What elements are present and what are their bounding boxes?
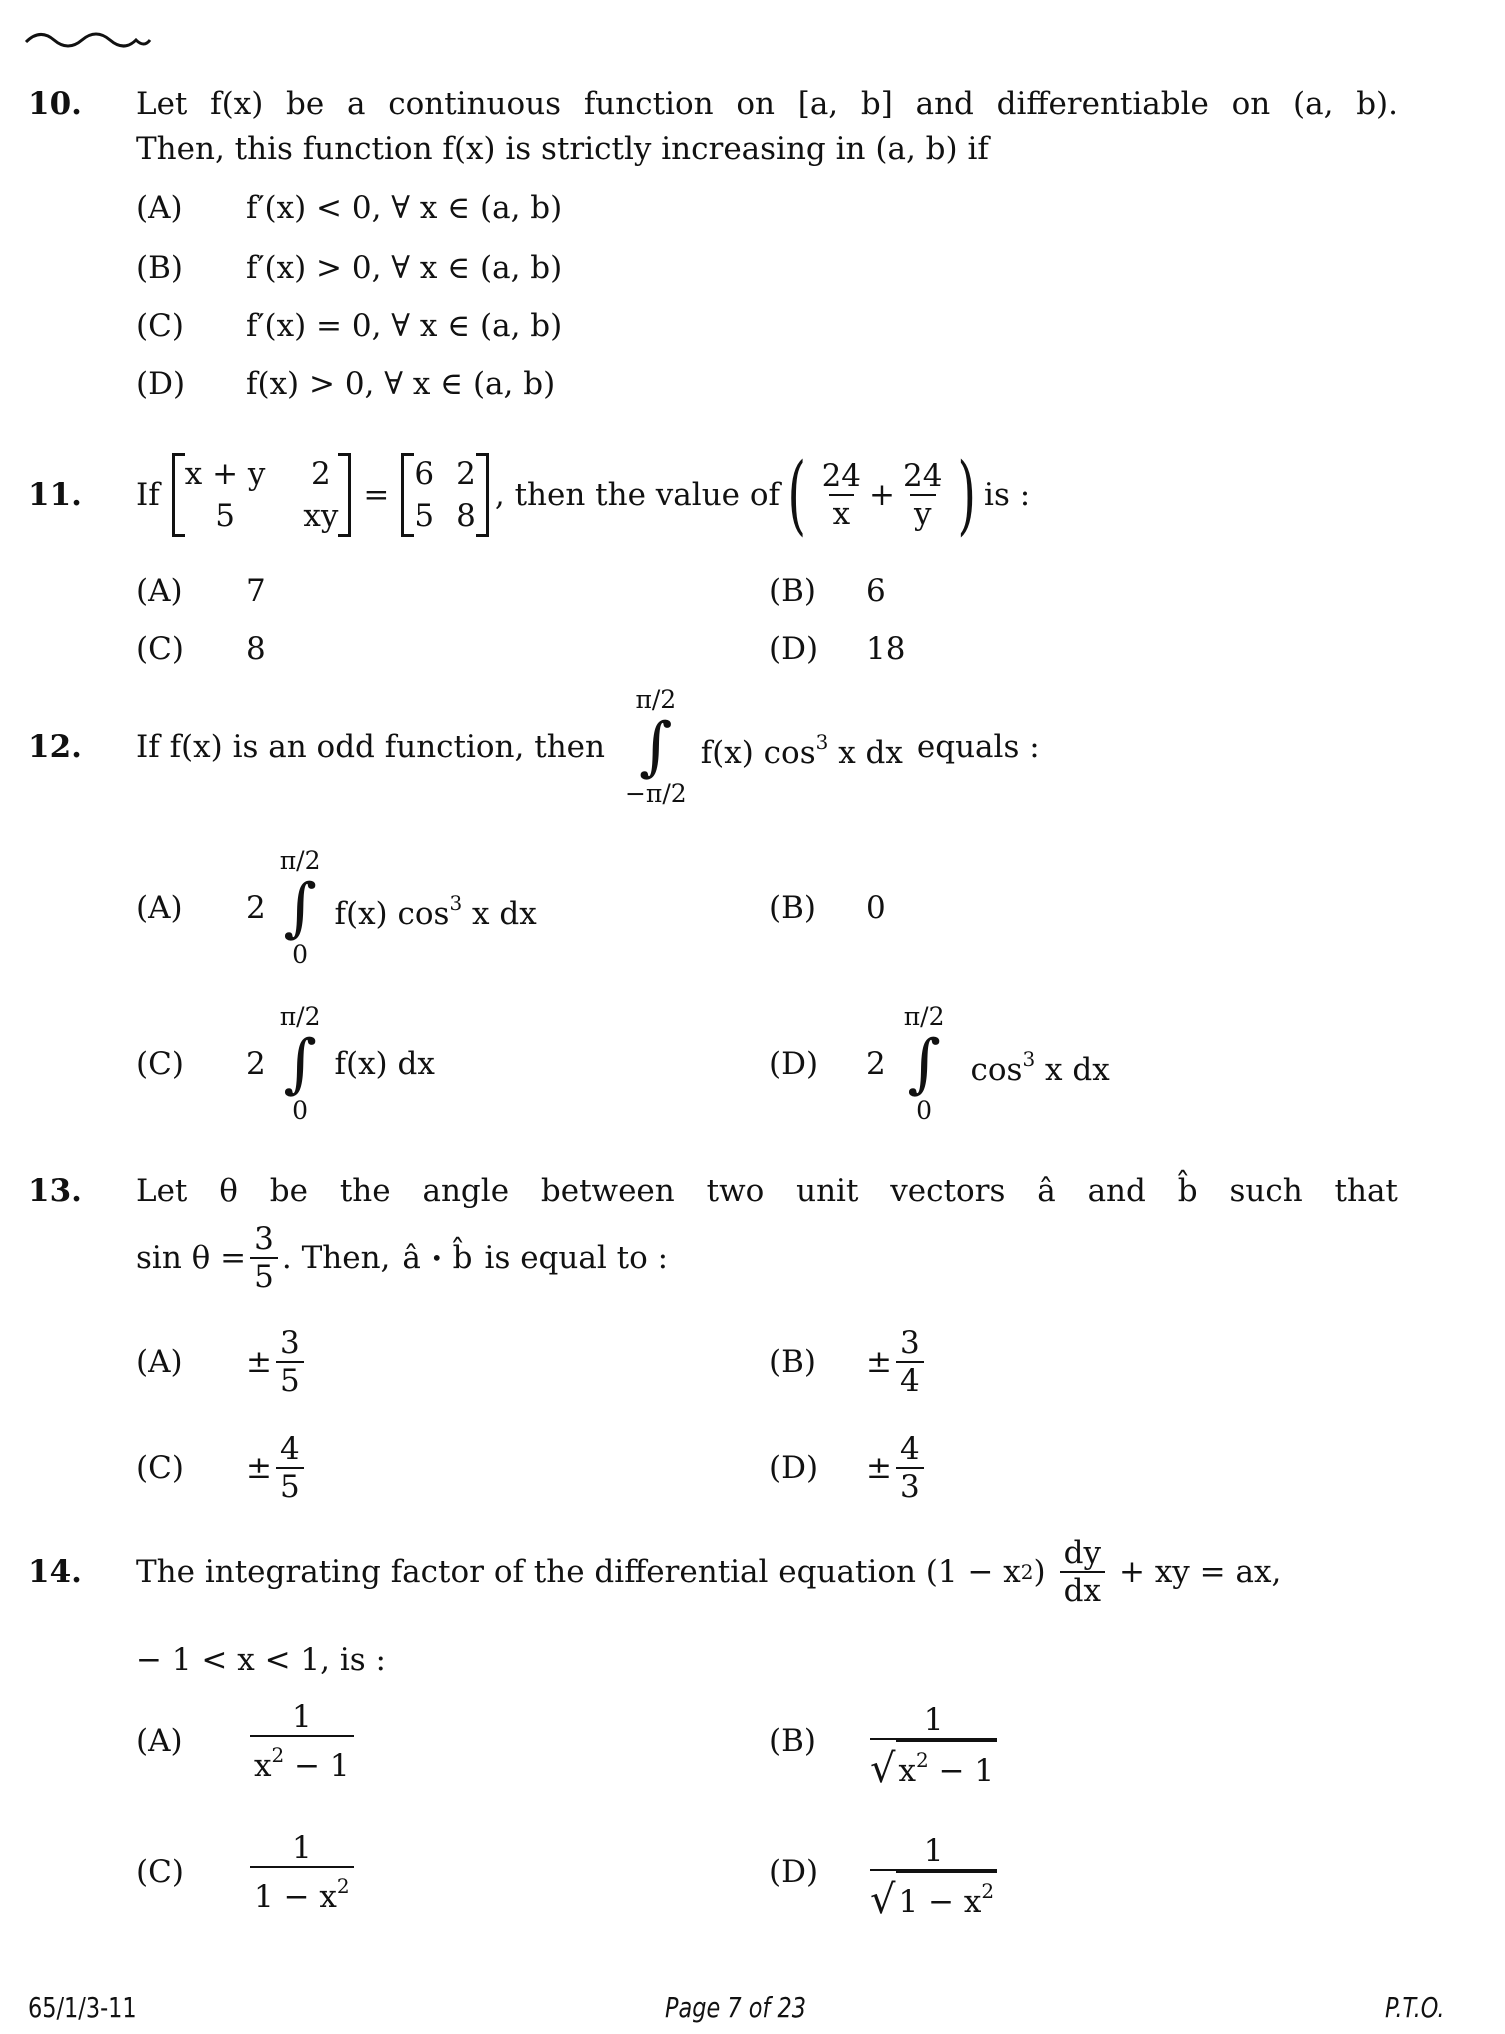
plus-minus-sign: ± [246,1450,272,1486]
fraction [899,458,946,532]
stem-word: the [339,1173,391,1209]
denominator: 4 [896,1361,924,1399]
exponent: 3 [449,890,463,915]
denominator: 5 [276,1467,304,1505]
option-expression[interactable] [246,1428,308,1508]
stem-text: is : [984,477,1031,513]
paper-code: 65/1/3-11 [28,1991,137,2024]
question-stem-line2 [136,1218,668,1298]
definite-integral [904,1002,945,1126]
plus-minus-sign: ± [866,1450,892,1486]
numerator: 4 [279,1431,300,1467]
option-label[interactable]: (B) [769,1723,816,1759]
derivative-fraction [1060,1535,1105,1609]
question-stem [136,677,1040,817]
question-number: 11. [28,477,82,513]
denominator-text: − 1 [928,1753,995,1789]
stem-text: The integrating factor of the differential equation (1 − x [136,1554,1021,1590]
numerator: 1 [291,1829,312,1866]
stem-text: equals : [916,729,1040,765]
option-text[interactable]: 7 [246,573,266,609]
stem-text: is equal to : [484,1240,669,1276]
option-label[interactable]: (D) [136,366,186,402]
option-text[interactable]: f′(x) < 0, ∀ x ∈ (a, b) [246,190,563,226]
option-label[interactable]: (C) [136,631,184,667]
question-stem-line1: Let f(x) be a continuous function on [a, b] and differentiable on (a, b). [136,86,1398,122]
stem-text: If [136,477,160,513]
numerator: 24 [903,458,943,494]
option-label[interactable]: (D) [769,1450,819,1486]
option-label[interactable]: (A) [136,573,183,609]
option-expression[interactable] [866,1428,928,1508]
stem-text: , then the value of [494,477,781,513]
plus-minus-sign: ± [246,1344,272,1380]
coefficient: 2 [246,890,266,926]
dot-product-icon: • [430,1246,443,1270]
option-label[interactable]: (B) [769,890,816,926]
fraction [896,1431,924,1505]
option-label[interactable]: (C) [136,308,184,344]
option-expression[interactable] [866,1832,1001,1922]
left-paren: ( [787,445,807,545]
option-label[interactable]: (C) [136,1046,184,1082]
stem-text: + xy = ax, [1119,1554,1282,1590]
stem-word: Let [136,1173,188,1209]
option-expression[interactable] [246,1829,358,1915]
question-number: 14. [28,1554,82,1590]
option-text[interactable]: 6 [866,573,886,609]
numerator: 3 [899,1325,920,1361]
denominator-text: x [898,1753,916,1789]
option-text[interactable]: f′(x) > 0, ∀ x ∈ (a, b) [246,250,563,286]
question-stem-line1 [136,1532,1281,1612]
question-number: 10. [28,86,82,122]
integrand: cos [970,1051,1023,1088]
unit-vector-a: â [402,1240,421,1276]
matrix-cell: x + y [184,456,266,492]
denominator: 3 [896,1467,924,1505]
fraction [276,1325,304,1399]
wave-mark-icon [24,26,154,52]
page-number: Page 7 of 23 [665,1991,806,2024]
definite-integral [280,1002,321,1126]
stem-word: and [1087,1173,1146,1209]
upper-limit: π/2 [279,846,321,875]
option-text[interactable]: 18 [866,631,906,667]
question-number: 13. [28,1173,82,1209]
option-label[interactable]: (B) [136,250,183,286]
integral-sign-icon: ∫ [907,1027,941,1101]
integral-sign-icon: ∫ [283,1027,317,1101]
question-stem [136,445,1030,545]
upper-limit: π/2 [635,685,677,714]
option-label[interactable]: (D) [769,631,819,667]
integral-sign-icon: ∫ [283,871,317,945]
matrix-right [401,453,488,537]
numerator: 1 [923,1702,944,1738]
integrand: f(x) dx [334,1046,435,1082]
stem-word: between [540,1173,675,1209]
stem-word: that [1334,1173,1398,1209]
fraction [896,1325,924,1399]
option-label[interactable]: (B) [769,1344,816,1380]
option-expression[interactable] [246,996,435,1132]
denominator: 5 [250,1257,278,1295]
matrix-cell: 2 [456,456,476,492]
exponent: 3 [1022,1046,1036,1071]
denominator: dx [1060,1571,1105,1609]
option-label[interactable]: (D) [769,1046,819,1082]
option-expression[interactable] [866,1701,1001,1791]
lower-limit: 0 [292,940,309,969]
numerator: 3 [254,1221,274,1257]
option-label[interactable]: (C) [136,1450,184,1486]
fraction [870,1702,997,1790]
option-expression[interactable] [246,1698,358,1784]
fraction [250,1699,354,1784]
exponent: 2 [271,1742,285,1767]
plus-minus-sign: ± [866,1344,892,1380]
plus-sign: + [869,477,896,513]
upper-limit: π/2 [903,1002,945,1031]
option-label[interactable]: (B) [769,573,816,609]
fraction [250,1221,278,1295]
definite-integral [625,685,687,809]
question-number: 12. [28,729,82,765]
stem-text: . Then, [281,1240,391,1276]
option-text[interactable]: f′(x) = 0, ∀ x ∈ (a, b) [246,308,563,344]
option-label[interactable]: (A) [136,1723,183,1759]
numerator: 24 [821,458,862,494]
numerator: dy [1063,1535,1101,1571]
exponent: 3 [815,729,829,754]
lower-limit: 0 [916,1096,933,1125]
stem-word: vectors [890,1173,1006,1209]
denominator [250,1735,354,1784]
option-label[interactable]: (A) [136,1344,183,1380]
stem-text: If f(x) is an odd function, then [136,729,605,765]
fraction [818,458,865,532]
denominator-text: 1 − x [898,1884,982,1920]
stem-word: be [269,1173,308,1209]
unit-vector-b: b̂ [452,1240,473,1276]
denominator [250,1866,354,1915]
denominator: x [829,494,854,532]
matrix-cell: 2 [311,456,331,492]
integrand-rest: x dx [1035,1051,1110,1088]
numerator: 4 [899,1431,920,1467]
upper-limit: π/2 [279,1002,321,1031]
denominator [870,1738,997,1790]
right-paren: ) [958,445,977,545]
option-label[interactable]: (A) [136,190,183,226]
option-expression[interactable] [246,1322,308,1402]
stem-word: â [1037,1173,1056,1209]
numerator: 1 [923,1833,944,1869]
integrand-rest: x dx [828,734,903,771]
denominator-text: x [254,1747,272,1784]
integral-sign-icon: ∫ [639,710,673,784]
exponent: 2 [981,1879,995,1903]
question-stem-line2: Then, this function f(x) is strictly increasing in (a, b) if [136,131,989,167]
matrix-cell: xy [303,498,339,534]
option-expression[interactable] [866,1322,928,1402]
denominator: 5 [276,1361,304,1399]
option-label[interactable]: (C) [136,1854,184,1890]
denominator-text: 1 − x [254,1878,337,1915]
stem-word: θ [219,1173,238,1209]
coefficient: 2 [866,1046,886,1082]
pto-label: P.T.O. [1385,1991,1445,2024]
exponent: 2 [336,1873,350,1898]
question-stem-line2: − 1 < x < 1, is : [136,1642,386,1678]
option-label[interactable]: (D) [769,1854,819,1890]
equals-sign: = [363,477,390,513]
matrix-cell: 5 [215,498,235,534]
matrix-cell: 6 [414,456,435,492]
denominator-text: − 1 [284,1747,350,1784]
option-expression[interactable] [246,840,537,976]
stem-text: sin θ = [136,1240,247,1276]
option-text[interactable]: f(x) > 0, ∀ x ∈ (a, b) [246,366,556,402]
stem-word: such [1229,1173,1303,1209]
matrix-cell: 5 [414,498,435,534]
integrand: f(x) cos [334,895,450,932]
integrand-rest: x dx [462,895,537,932]
stem-text: ) [1033,1554,1046,1590]
question-stem-line1 [136,1171,1398,1211]
matrix-left [172,453,352,537]
option-text[interactable]: 0 [866,890,886,926]
option-label[interactable]: (A) [136,890,183,926]
denominator: y [910,494,936,532]
fraction [250,1830,354,1915]
exponent: 2 [915,1748,929,1772]
stem-word: two [706,1173,765,1209]
exponent: 2 [1020,1560,1034,1584]
definite-integral [280,846,321,970]
lower-limit: −π/2 [624,779,687,808]
numerator: 1 [291,1698,312,1735]
stem-word: angle [422,1173,510,1209]
square-root-icon: √ $x^2 - 1$ [870,1740,997,1789]
stem-word: b̂ [1177,1173,1198,1209]
numerator: 3 [279,1325,300,1361]
matrix-cell: 8 [456,498,476,534]
option-expression[interactable] [866,996,1110,1132]
square-root-icon: √ $1 - x^2$ [870,1871,997,1920]
stem-word: unit [796,1173,859,1209]
coefficient: 2 [246,1046,266,1082]
integrand: f(x) cos [700,734,816,771]
fraction [870,1833,997,1921]
denominator [870,1869,997,1921]
option-text[interactable]: 8 [246,631,266,667]
fraction [276,1431,304,1505]
lower-limit: 0 [292,1096,309,1125]
